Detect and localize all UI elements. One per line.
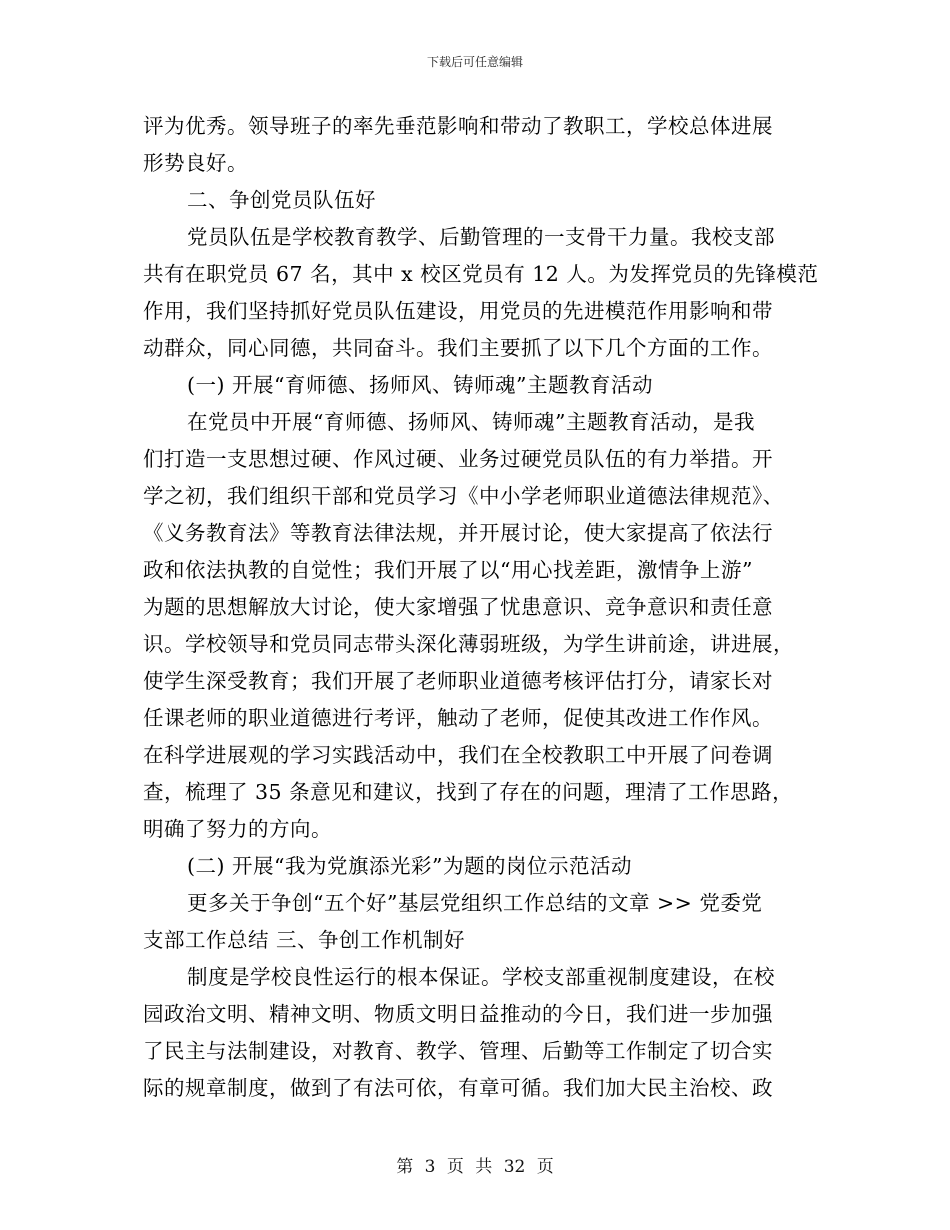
text-line: 支部工作总结 三、争创工作机制好 — [143, 928, 466, 952]
page-number-footer: 第 3 页 共 32 页 — [396, 1157, 554, 1177]
text-line: 二、争创党员队伍好 — [187, 188, 376, 212]
page-header: 下载后可任意编辑 — [426, 55, 523, 69]
text-line: 学之初，我们组织干部和党员学习《中小学老师职业道德法律规范》、 — [143, 484, 784, 508]
text-line: 动群众，同心同德，共同奋斗。我们主要抓了以下几个方面的工作。 — [143, 336, 773, 360]
text-line: (二) 开展“我为党旗添光彩”为题的岗位示范活动 — [187, 854, 632, 878]
text-line: (一) 开展“育师德、扬师风、铸师魂”主题教育活动 — [187, 373, 653, 397]
document-body — [143, 108, 819, 1107]
text-line: 在党员中开展“育师德、扬师风、铸师魂”主题教育活动，是我 — [187, 410, 755, 434]
text-line: 使学生深受教育；我们开展了老师职业道德考核评估打分，请家长对 — [143, 669, 773, 693]
text-line: 《义务教育法》等教育法律法规，并开展讨论，使大家提高了依法行 — [143, 521, 773, 545]
text-line: 查，梳理了 35 条意见和建议，找到了存在的问题，理清了工作思路， — [143, 780, 794, 804]
text-line: 作用，我们坚持抓好党员队伍建设，用党员的先进模范作用影响和带 — [143, 299, 773, 323]
text-line: 们打造一支思想过硬、作风过硬、业务过硬党员队伍的有力举措。开 — [143, 447, 773, 471]
text-line: 园政治文明、精神文明、物质文明日益推动的今日，我们进一步加强 — [143, 1002, 773, 1026]
text-line: 了民主与法制建设，对教育、教学、管理、后勤等工作制定了切合实 — [143, 1039, 773, 1063]
text-line: 任课老师的职业道德进行考评，触动了老师，促使其改进工作作风。 — [143, 706, 773, 730]
text-line: 评为优秀。领导班子的率先垂范影响和带动了教职工，学校总体进展 — [143, 114, 773, 138]
text-line: 为题的思想解放大讨论，使大家增强了忧患意识、竞争意识和责任意 — [143, 595, 773, 619]
text-line: 制度是学校良性运行的根本保证。学校支部重视制度建设，在校 — [187, 965, 775, 989]
text-line: 际的规章制度，做到了有法可依，有章可循。我们加大民主治校、政 — [143, 1076, 773, 1100]
text-line: 识。学校领导和党员同志带头深化薄弱班级，为学生讲前途，讲进展， — [143, 632, 794, 656]
text-line: 在科学进展观的学习实践活动中，我们在全校教职工中开展了问卷调 — [143, 743, 773, 767]
text-line: 更多关于争创“五个好”基层党组织工作总结的文章 >> 党委党 — [187, 891, 763, 915]
text-line: 政和依法执教的自觉性；我们开展了以“用心找差距，激情争上游” — [143, 558, 753, 582]
text-line: 党员队伍是学校教育教学、后勤管理的一支骨干力量。我校支部 — [187, 225, 775, 249]
text-line: 形势良好。 — [143, 151, 248, 175]
text-line: 共有在职党员 67 名，其中 x 校区党员有 12 人。为发挥党员的先锋模范 — [143, 262, 819, 286]
text-line: 明确了努力的方向。 — [143, 817, 332, 841]
